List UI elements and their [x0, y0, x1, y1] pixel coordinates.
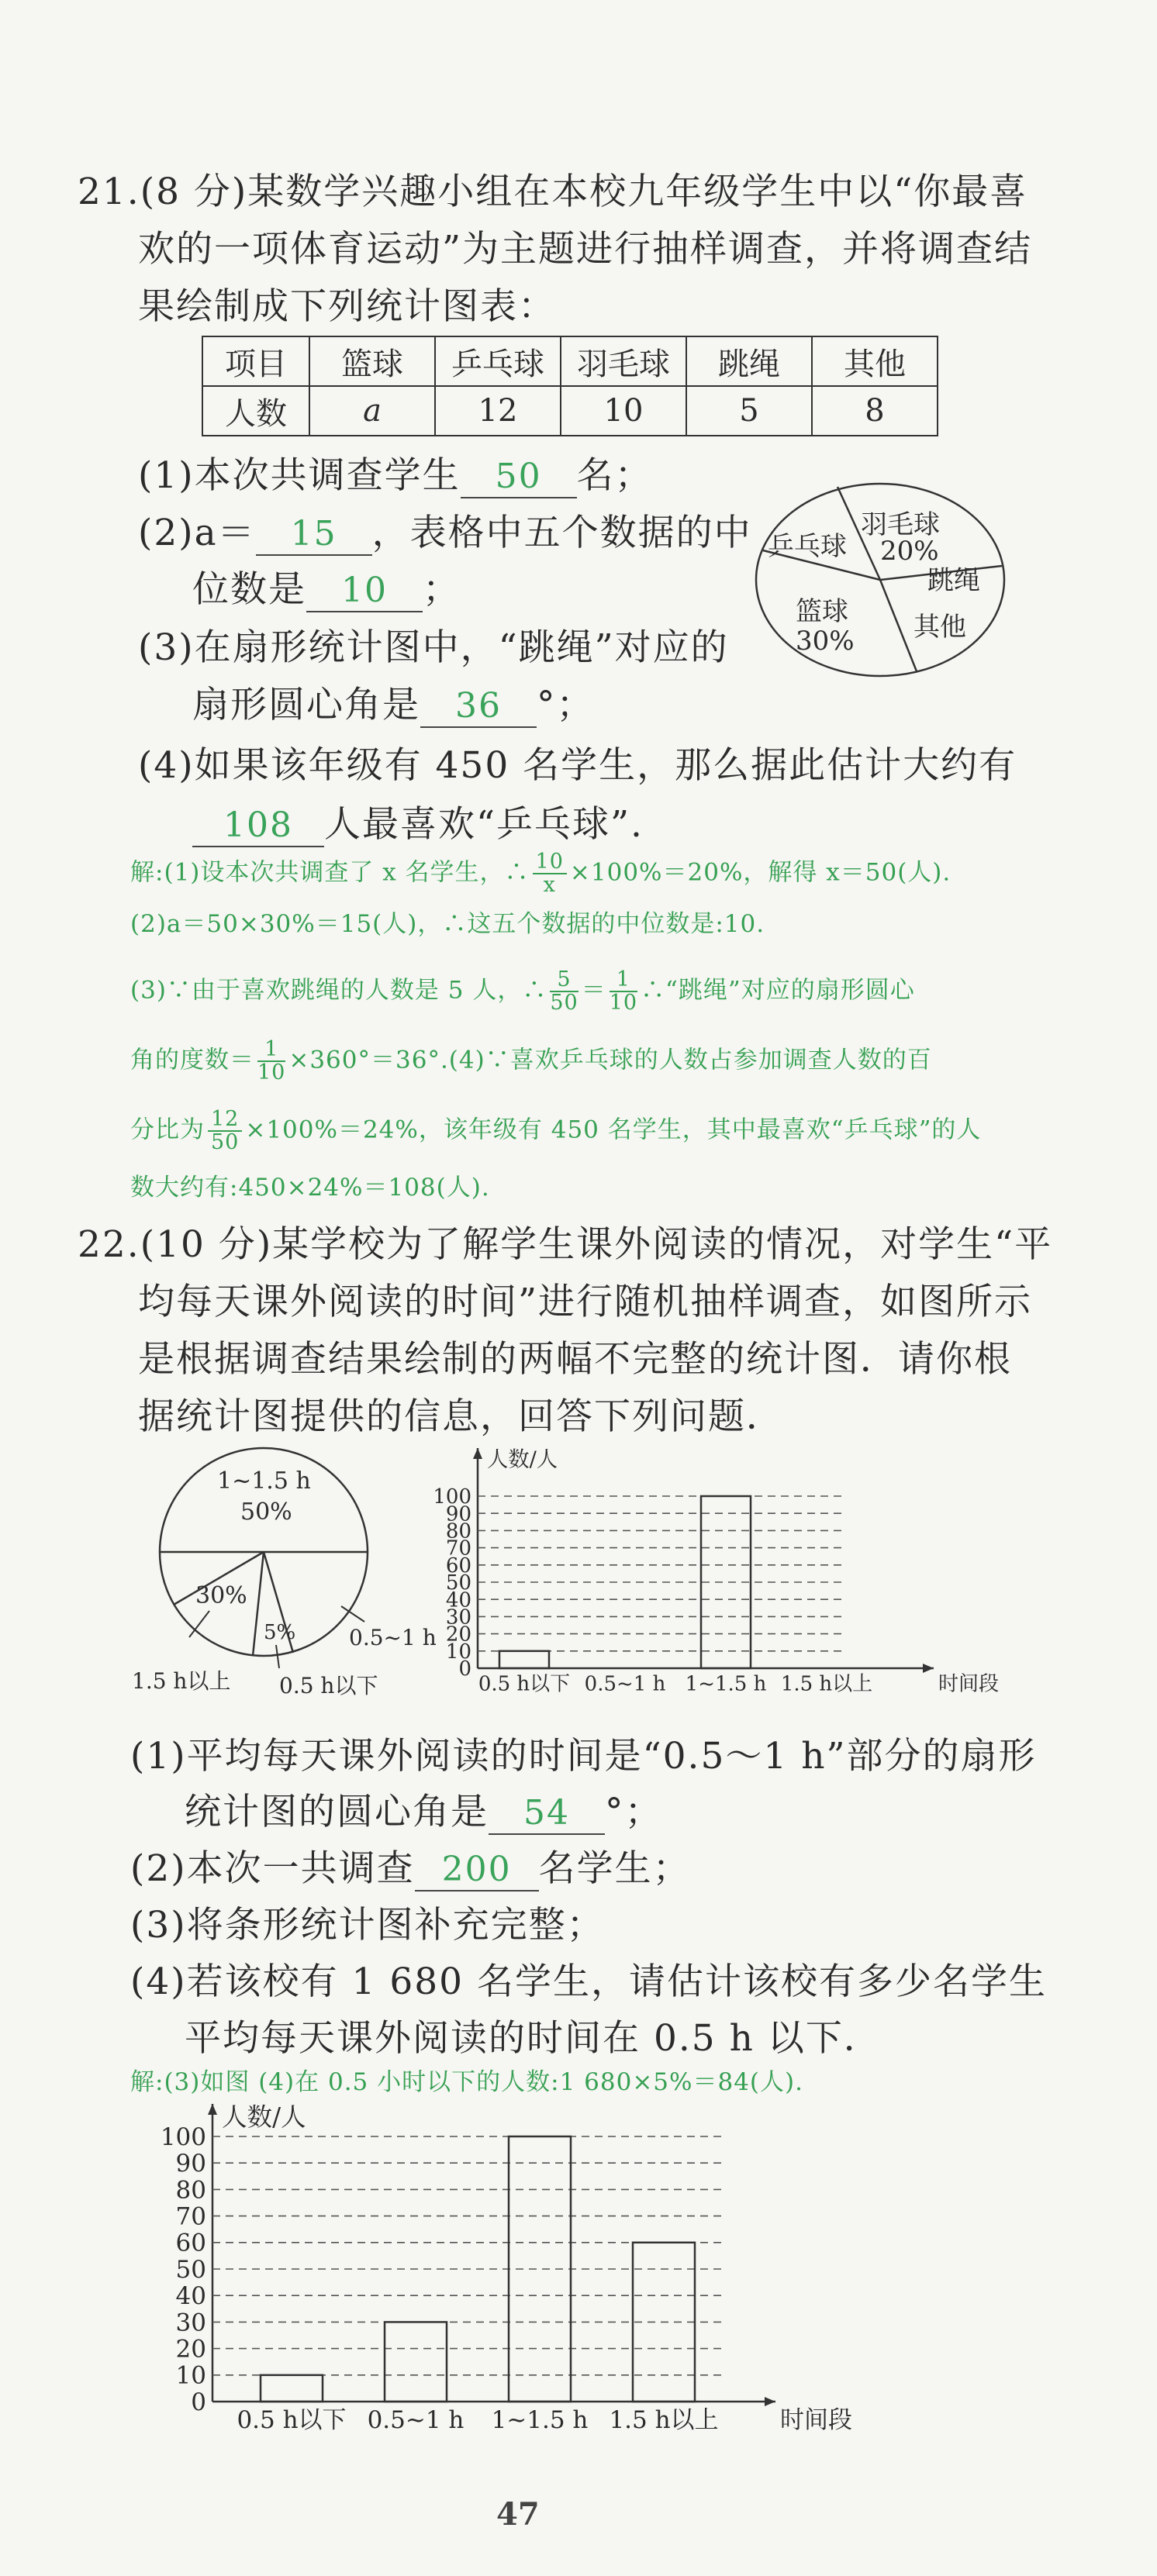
y-tick-label: 80 [175, 2176, 206, 2205]
y-tick-label: 50 [175, 2255, 206, 2284]
fraction: $\frac{10}{x}$ [533, 851, 567, 896]
y-tick-label: 90 [175, 2150, 206, 2178]
pie-label: 30% [195, 1582, 247, 1609]
q21-part1: (1)本次共调查学生 50 名； [138, 454, 653, 497]
x-tick-label: 1~1.5 h [491, 2406, 589, 2435]
q22-lead: 22.(10 分)某学校为了解学生课外阅读的情况，对学生“平 [78, 1223, 1053, 1266]
q22-part4b: 平均每天课外阅读的时间在 0.5 h 以下． [185, 2017, 882, 2060]
q21-part4b: 108 人最喜欢“乒乓球”. [192, 797, 644, 853]
y-axis-label: 人数/人 [222, 2102, 306, 2132]
table-row [202, 386, 938, 436]
table-cell: 跳绳 [686, 336, 812, 386]
table-cell: 乒乓球 [435, 336, 561, 386]
pie-label: 0.5~1 h [349, 1625, 437, 1650]
q21-part3b: 扇形圆心角是 36 °； [192, 684, 595, 726]
table-cell: 5 [686, 386, 812, 436]
y-axis-arrow [473, 1448, 482, 1459]
pie-label: 5% [264, 1621, 296, 1644]
table-cell: 篮球 [309, 336, 435, 386]
y-tick-label: 20 [445, 1623, 471, 1647]
pie-label: 1.5 h以上 [132, 1668, 231, 1694]
x-tick-label: 0.5 h以下 [478, 1672, 571, 1696]
pie-divider [880, 580, 917, 671]
x-axis-arrow [923, 1664, 934, 1673]
q21-solution-line1: 解:(1)设本次共调查了 x 名学生，∴ $\frac{10}{x}$ ×100%＝20%，解得 x＝50(人). [130, 850, 952, 897]
y-axis-label: 人数/人 [487, 1447, 558, 1472]
fraction: $\frac{1}{10}$ [257, 1037, 286, 1085]
x-axis-label: 时间段 [780, 2406, 852, 2435]
pie-label: 其他 [914, 612, 966, 643]
x-tick-label: 0.5 h以下 [237, 2406, 347, 2435]
x-tick-label: 1.5 h以上 [609, 2406, 719, 2435]
pie-divider [253, 1552, 264, 1656]
pie-label: 20% [880, 536, 939, 567]
fraction: $\frac{12}{50}$ [208, 1109, 242, 1154]
y-tick-label: 10 [175, 2361, 206, 2390]
y-tick-label: 100 [160, 2123, 206, 2151]
y-tick-label: 0 [458, 1657, 471, 1681]
table-cell: 10 [561, 386, 686, 436]
pie-label: 50% [240, 1498, 292, 1526]
table-cell: 8 [812, 386, 938, 436]
answer-blank[interactable]: 36 [420, 686, 537, 728]
x-tick-label: 1.5 h以上 [780, 1672, 873, 1696]
answer-blank[interactable]: 15 [256, 514, 372, 556]
bar [499, 1651, 549, 1668]
answer-blank[interactable]: 10 [306, 571, 423, 612]
answer-blank[interactable]: 50 [461, 457, 577, 498]
q22-part4: (4)若该校有 1 680 名学生，请估计该校有多少名学生 [130, 1960, 1048, 2003]
table-row [202, 336, 938, 386]
y-tick-label: 30 [175, 2309, 206, 2337]
bar [261, 2375, 323, 2402]
q22-bar-chart-complete [155, 2099, 884, 2440]
q22-pie-chart [124, 1442, 450, 1705]
q21-solution-line2: (2)a＝50×30%＝15(人)，∴这五个数据的中位数是:10. [130, 910, 765, 938]
y-tick-label: 60 [445, 1554, 471, 1578]
q22-line4: 据统计图提供的信息，回答下列问题． [138, 1395, 784, 1438]
y-tick-label: 70 [175, 2202, 206, 2231]
q21-part3: (3)在扇形统计图中，“跳绳”对应的 [138, 626, 729, 669]
y-tick-label: 0 [191, 2388, 206, 2416]
y-tick-label: 100 [433, 1485, 471, 1509]
x-tick-label: 0.5~1 h [584, 1672, 666, 1696]
x-tick-label: 1~1.5 h [685, 1672, 767, 1696]
y-tick-label: 80 [445, 1519, 471, 1543]
q22-part2: (2)本次一共调查 200 名学生； [130, 1847, 691, 1890]
q21-solution-line6: 数大约有:450×24%＝108(人). [130, 1174, 490, 1202]
pie-label: 1~1.5 h [217, 1467, 311, 1495]
bar [385, 2322, 447, 2402]
y-tick-label: 20 [175, 2335, 206, 2364]
y-tick-label: 70 [445, 1536, 471, 1560]
answer-blank[interactable]: 54 [489, 1793, 605, 1835]
q21-solution-line5: 分比为 $\frac{12}{50}$ ×100%＝24%，该年级有 450 名学生，其中最喜欢“乒乓球”的人 [130, 1107, 982, 1154]
pie-label: 羽毛球 [861, 509, 940, 540]
y-tick-label: 10 [445, 1640, 471, 1664]
pie-label: 跳绳 [927, 565, 980, 596]
q21-line3: 果绘制成下列统计图表： [138, 285, 556, 328]
y-axis-arrow [208, 2104, 217, 2115]
y-tick-label: 40 [445, 1588, 471, 1612]
x-tick-label: 0.5~1 h [367, 2406, 465, 2435]
table-cell: 其他 [812, 336, 938, 386]
fraction: $\frac{5}{50}$ [550, 967, 578, 1015]
q21-table [202, 336, 938, 436]
q21-part2: (2)a＝ 15 ，表格中五个数据的中 [138, 512, 752, 554]
q21-line2: 欢的一项体育运动”为主题进行抽样调查，并将调查结 [138, 228, 1033, 271]
x-axis-arrow [765, 2397, 775, 2406]
pie-label: 0.5 h以下 [279, 1673, 378, 1698]
q21-pie-chart [744, 481, 1024, 682]
y-tick-label: 90 [445, 1502, 471, 1526]
q21-part2b: 位数是 10 ； [192, 568, 461, 611]
table-cell: 12 [435, 386, 561, 436]
q22-solution: 解:(3)如图 (4)在 0.5 小时以下的人数:1 680×5%＝84(人). [130, 2068, 803, 2096]
q21-solution-line4: 角的度数＝ $\frac{1}{10}$ ×360°＝36°.(4)∵喜欢乒乓球的人数占参加调查人数的百 [130, 1037, 932, 1085]
pie-leader-line [341, 1606, 364, 1622]
pie-label: 篮球 [796, 596, 848, 627]
y-tick-label: 50 [445, 1571, 471, 1595]
table-cell: 项目 [202, 336, 309, 386]
y-tick-label: 30 [445, 1605, 471, 1629]
fraction: $\frac{1}{10}$ [609, 967, 638, 1015]
q21-lead: 21.(8 分)某数学兴趣小组在本校九年级学生中以“你最喜 [78, 171, 1028, 213]
table-cell: 人数 [202, 386, 309, 436]
q22-line3: 是根据调查结果绘制的两幅不完整的统计图．请你根 [138, 1338, 1012, 1381]
page-number: 47 [496, 2496, 540, 2533]
q21-solution-line3: (3)∵由于喜欢跳绳的人数是 5 人，∴ $\frac{5}{50}$ ＝ $\frac{1}{10}$ ∴“跳绳”对应的扇形圆心 [130, 967, 915, 1015]
q22-line2: 均每天课外阅读的时间”进行随机抽样调查，如图所示 [138, 1281, 1033, 1323]
pie-label: 乒乓球 [768, 531, 847, 562]
pie-leader-line [276, 1645, 279, 1668]
q22-part1: (1)平均每天课外阅读的时间是“0.5～1 h”部分的扇形 [130, 1735, 1037, 1778]
table-cell: a [309, 386, 435, 436]
answer-blank[interactable]: 108 [192, 805, 324, 847]
y-tick-label: 60 [175, 2229, 206, 2257]
q22-part3: (3)将条形统计图补充完整； [130, 1904, 605, 1947]
pie-label: 30% [796, 626, 855, 657]
y-tick-label: 40 [175, 2282, 206, 2311]
q22-bar-chart-incomplete [433, 1443, 1016, 1715]
x-axis-label: 时间段 [938, 1672, 1000, 1696]
q21-part4: (4)如果该年级有 450 名学生，那么据此估计大约有 [138, 744, 1017, 787]
table-cell: 羽毛球 [561, 336, 686, 386]
q22-part1b: 统计图的圆心角是 54 °； [185, 1791, 663, 1833]
answer-blank[interactable]: 200 [415, 1850, 539, 1891]
